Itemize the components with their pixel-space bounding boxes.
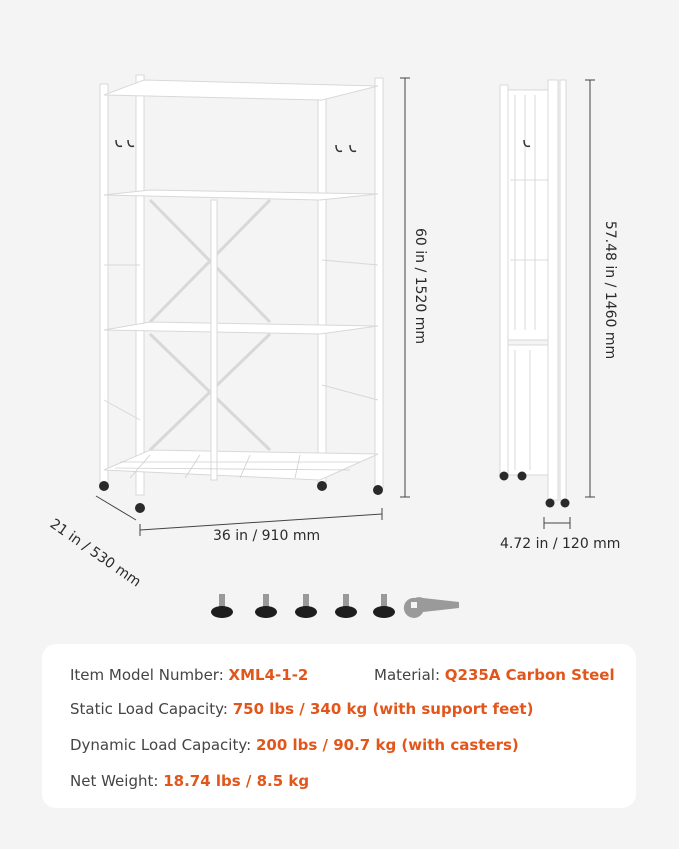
accessories-row xyxy=(205,588,465,628)
depth-label: 21 in / 530 mm xyxy=(46,516,144,591)
material-spec xyxy=(374,666,615,684)
net-weight-value: 18.74 lbs / 8.5 kg xyxy=(163,772,310,790)
height-folded-label: 57.48 in / 1460 mm xyxy=(602,220,618,360)
width-label: 36 in / 910 mm xyxy=(213,528,321,544)
net-weight-label: Net Weight: xyxy=(70,772,159,790)
static-load-value: 750 lbs / 340 kg (with support feet) xyxy=(232,700,534,718)
model-label: Item Model Number: xyxy=(70,666,224,684)
leveling-foot-icon xyxy=(373,594,395,618)
dynamic-load-value: 200 lbs / 90.7 kg (with casters) xyxy=(255,736,519,754)
model-value: XML4-1-2 xyxy=(228,666,309,684)
net-weight-spec xyxy=(70,772,309,790)
leveling-foot-icon xyxy=(211,594,233,618)
material-label: Material: xyxy=(374,666,440,684)
specifications-card xyxy=(42,644,636,808)
height-assembled-label: 60 in / 1520 mm xyxy=(412,228,428,344)
material-value: Q235A Carbon Steel xyxy=(444,666,615,684)
depth-folded-label: 4.72 in / 120 mm xyxy=(500,536,621,552)
dynamic-load-spec xyxy=(70,736,519,754)
leveling-foot-icon xyxy=(335,594,357,618)
static-load-spec xyxy=(70,700,533,718)
static-load-label: Static Load Capacity: xyxy=(70,700,228,718)
wrench-icon xyxy=(404,597,459,618)
dynamic-load-label: Dynamic Load Capacity: xyxy=(70,736,252,754)
model-spec xyxy=(70,666,308,684)
leveling-foot-icon xyxy=(255,594,277,618)
leveling-foot-icon xyxy=(295,594,317,618)
